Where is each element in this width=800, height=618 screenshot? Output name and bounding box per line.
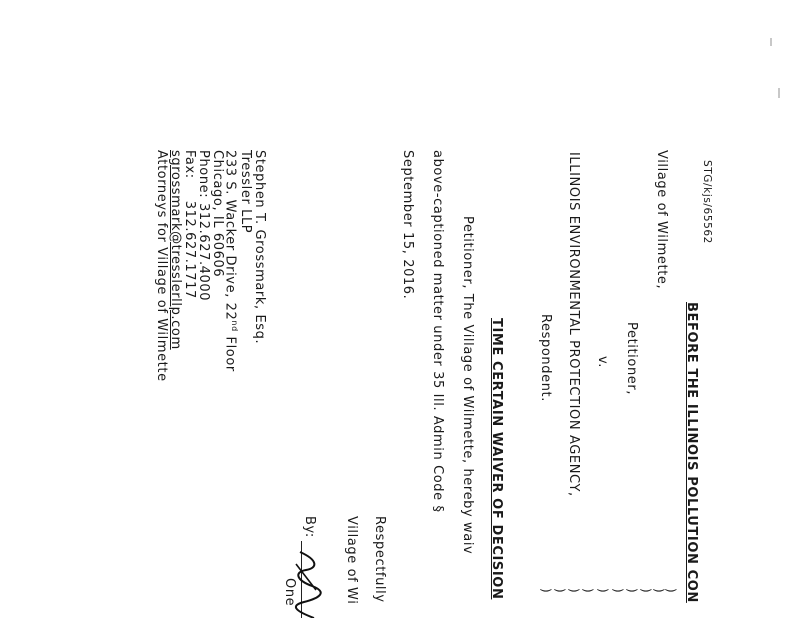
by-label: By: — [302, 516, 317, 538]
caption-brace: ) — [553, 588, 567, 593]
caption-brace: ) — [664, 588, 678, 593]
one-of-attorneys: One — [282, 578, 297, 607]
petitioner-role: Petitioner, — [624, 322, 639, 396]
caption-brace: ) — [639, 588, 653, 593]
scan-speck — [778, 88, 780, 98]
scan-speck — [770, 38, 772, 46]
address-street: 233 S. Wacker Drive, 22 — [222, 150, 238, 321]
caption-brace: ) — [539, 588, 553, 593]
body-paragraph-line: September 15, 2016. — [400, 150, 415, 300]
closing-text: Respectfully — [372, 516, 387, 603]
versus: v. — [595, 356, 610, 369]
attorney-city: Chicago, IL 60606 — [210, 150, 225, 278]
attorney-name: Stephen T. Grossmark, Esq. — [252, 150, 267, 345]
caption-brace: ) — [567, 588, 581, 593]
caption-brace: ) — [652, 588, 666, 593]
address-floor: Floor — [222, 331, 238, 372]
attorney-address — [224, 150, 238, 372]
board-heading: BEFORE THE ILLINOIS POLLUTION CON — [684, 302, 699, 603]
body-paragraph-line: above-captioned matter under 35 Ill. Admin Code § — [430, 150, 445, 513]
petitioner-name: Village of Wilmette, — [654, 150, 669, 290]
fax-number: 312.627.1717 — [182, 200, 197, 299]
address-ordinal: nd — [230, 320, 239, 332]
closing-organization: Village of Wi — [344, 516, 359, 605]
caption-brace: ) — [596, 588, 610, 593]
caption-brace: ) — [611, 588, 625, 593]
caption-brace: ) — [625, 588, 639, 593]
motion-title: TIME CERTAIN WAIVER OF DECISION — [489, 318, 504, 600]
attorney-fax — [183, 150, 196, 299]
attorney-email-link[interactable]: sgrossmark@tresslerllp.com — [168, 150, 183, 350]
fax-label: Fax: — [182, 150, 197, 179]
caption-brace: ) — [581, 588, 595, 593]
attorney-firm: Tressler LLP — [238, 150, 253, 234]
attorney-phone: Phone: 312.627.4000 — [196, 150, 211, 302]
respondent-name: ILLINOIS ENVIRONMENTAL PROTECTION AGENCY, — [566, 152, 581, 497]
file-reference: STG/kjs/65562 — [701, 160, 713, 244]
body-paragraph-line: Petitioner, The Village of Wilmette, hereby waiv — [460, 216, 475, 555]
attorney-role: Attorneys for Village of Wilmette — [154, 150, 169, 382]
respondent-role: Respondent. — [538, 314, 553, 402]
